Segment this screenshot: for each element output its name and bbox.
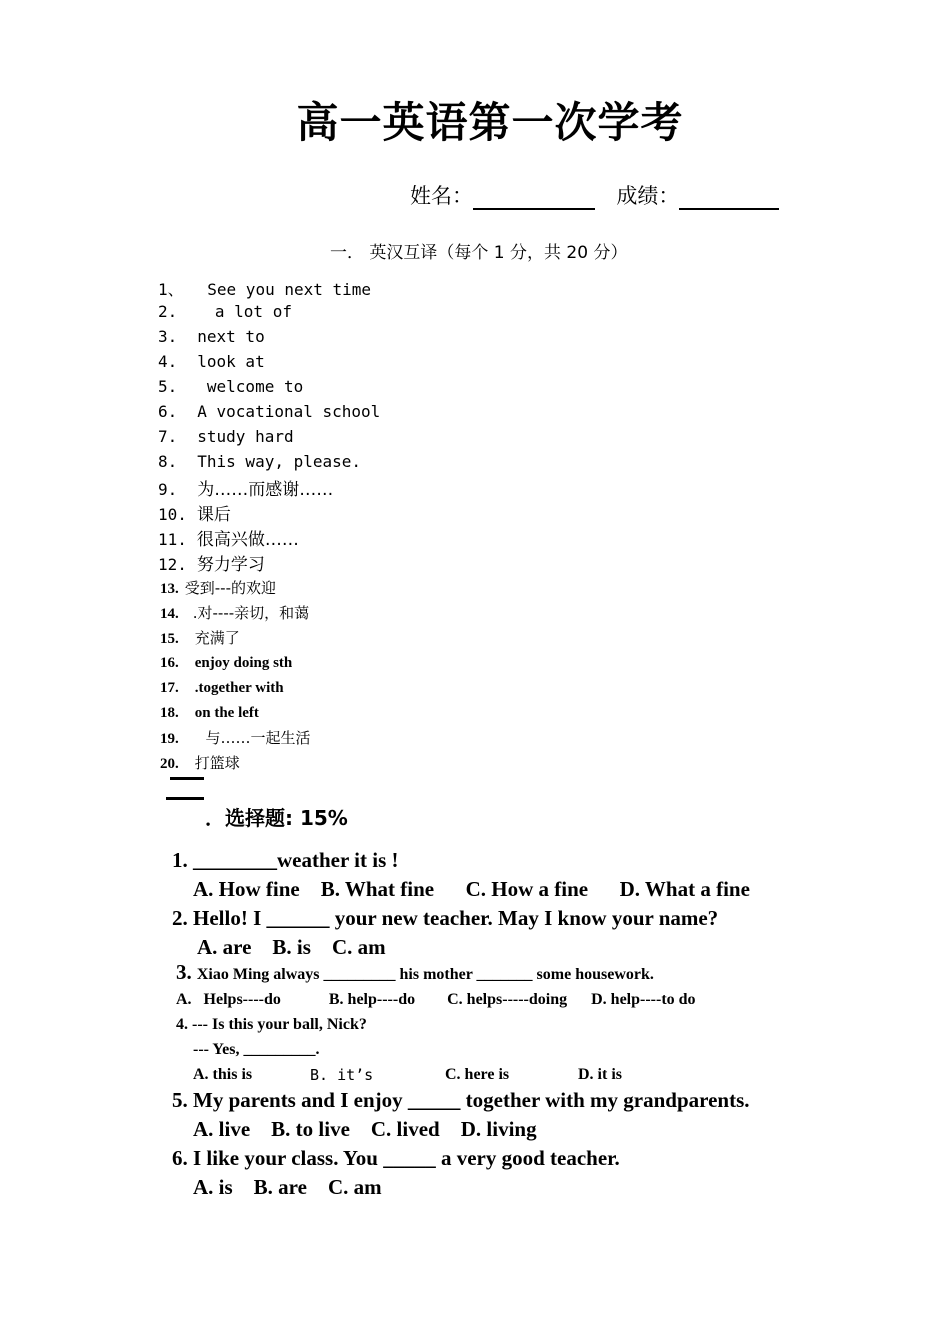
option-a: A. this is [193, 1066, 253, 1083]
question-stem: 5. My parents and I enjoy _____ together with my grandparents. [172, 1088, 750, 1112]
item-text: 受到---的欢迎 [184, 579, 276, 597]
item-text: 课后 [196, 505, 231, 525]
item-number: 1、 [158, 280, 184, 299]
list-item [158, 302, 292, 321]
item-number: 20. [160, 756, 179, 772]
item-text: See you next time [197, 280, 372, 299]
section-dash [170, 777, 204, 780]
list-item [158, 277, 371, 300]
question-stem [176, 960, 654, 985]
list-item [158, 452, 361, 471]
item-number: 8. [158, 452, 178, 471]
question-options: A. are B. is C. am [197, 935, 386, 959]
item-number: 12. [158, 555, 187, 574]
question-stem: 1. ________weather it is ! [172, 848, 399, 872]
question-stem: 2. Hello! I ______ your new teacher. May I know your name? [172, 906, 719, 930]
list-item [160, 652, 292, 672]
question-options: A. live B. to live C. lived D. living [193, 1117, 537, 1141]
item-text: look at [197, 352, 265, 371]
item-text: 努力学习 [196, 555, 265, 575]
item-text: This way, please. [197, 452, 362, 471]
list-item [158, 402, 380, 421]
item-text: 打篮球 [194, 754, 240, 772]
list-item [158, 427, 294, 446]
page-title: 高一英语第一次学考 [296, 98, 684, 147]
question-text: Xiao Ming always _________ his mother _______ some housework. [196, 966, 654, 983]
score-label: 成绩： [616, 184, 680, 208]
name-label: 姓名： [410, 184, 473, 208]
item-text: next to [197, 327, 265, 346]
item-text: .together with [194, 680, 284, 696]
item-text: a lot of [205, 302, 292, 321]
list-item [158, 475, 333, 500]
question-options: A. How fine B. What fine C. How a fine D. What a fine [193, 877, 750, 901]
list-item [160, 627, 240, 648]
question-options: A. is B. are C. am [193, 1175, 382, 1199]
list-item [160, 702, 259, 722]
item-number: 18. [160, 705, 179, 721]
list-item [158, 550, 265, 575]
item-number: 9. [158, 480, 178, 499]
score-blank[interactable] [679, 186, 779, 210]
list-item [158, 352, 265, 371]
item-text: .对----亲切，和蔼 [192, 604, 310, 622]
item-text: 与……一起生活 [200, 729, 311, 747]
list-item [158, 525, 299, 550]
list-item [160, 727, 311, 748]
question-number: 3. [176, 960, 192, 984]
item-number: 15. [160, 631, 179, 647]
item-text: 很高兴做…… [196, 530, 299, 550]
item-text: study hard [197, 427, 294, 446]
list-item [160, 577, 276, 598]
item-number: 7. [158, 427, 178, 446]
item-number: 16. [160, 655, 179, 671]
item-text: on the left [194, 705, 259, 721]
item-number: 19. [160, 731, 179, 747]
item-number: 2. [158, 302, 178, 321]
question-stem: 4. --- Is this your ball, Nick? [176, 1016, 367, 1033]
item-number: 14. [160, 606, 179, 622]
item-number: 3. [158, 327, 178, 346]
list-item [158, 377, 303, 396]
option-c: C. here is [445, 1066, 510, 1083]
list-item [158, 327, 265, 346]
section1-heading: 一． 英汉互译（每个 1 分，共 20 分） [330, 243, 628, 263]
option-b: B. it’s [310, 1066, 374, 1084]
item-text: welcome to [197, 377, 304, 396]
item-text: 充满了 [194, 629, 240, 647]
item-number: 11. [158, 530, 187, 549]
list-item [160, 602, 309, 623]
item-number: 17. [160, 680, 179, 696]
item-number: 5. [158, 377, 178, 396]
section2-heading: ．选择题: 15% [205, 806, 348, 830]
option-d: D. it is [578, 1066, 622, 1083]
question-options: A. Helps----do B. help----do C. helps-----doing D. help----to do [176, 991, 696, 1008]
item-text: A vocational school [197, 402, 381, 421]
question-stem-answer: --- Yes, _________. [193, 1041, 320, 1058]
item-number: 4. [158, 352, 178, 371]
student-info-bar [410, 180, 779, 210]
item-text: 为……而感谢…… [197, 480, 334, 500]
list-item [158, 500, 231, 525]
item-text: enjoy doing sth [194, 655, 293, 671]
section-dash [166, 797, 204, 800]
question-stem: 6. I like your class. You _____ a very good teacher. [172, 1146, 620, 1170]
name-blank[interactable] [473, 186, 595, 210]
list-item [160, 752, 240, 773]
item-number: 6. [158, 402, 178, 421]
list-item [160, 677, 284, 697]
item-number: 13. [160, 581, 179, 597]
item-number: 10. [158, 505, 187, 524]
